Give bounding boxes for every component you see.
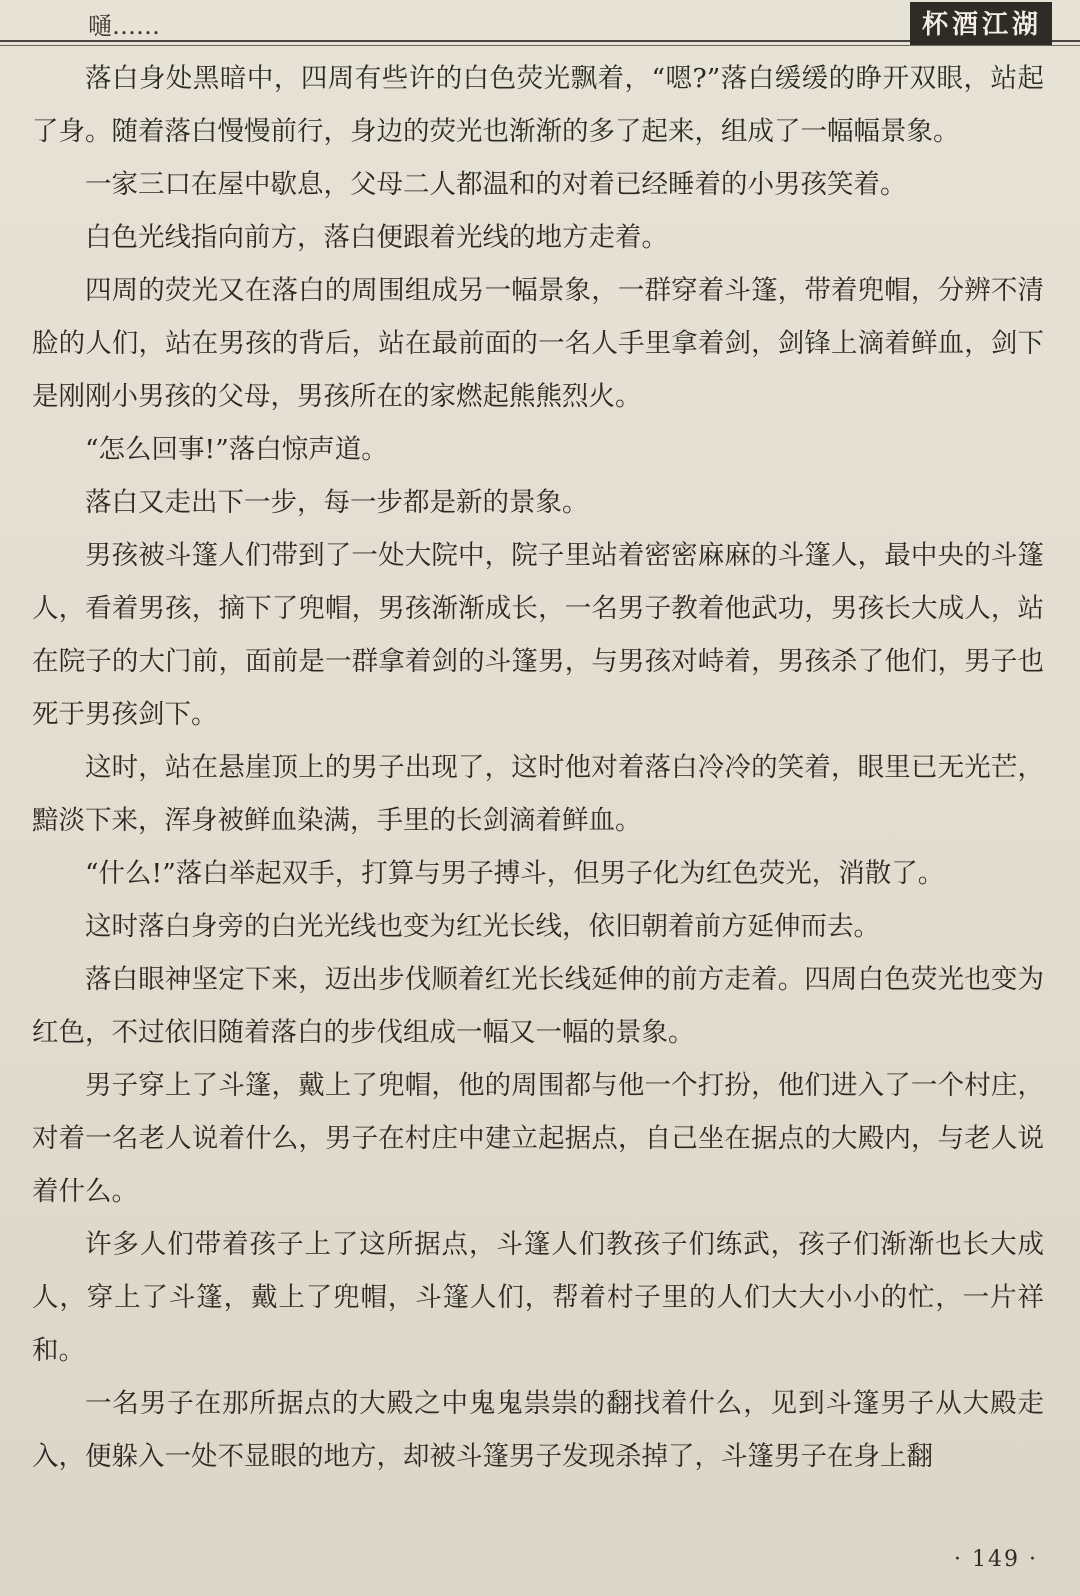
paragraph-10: 这时落白身旁的白光光线也变为红光长线，依旧朝着前方延伸而去。: [85, 911, 880, 942]
header-rule-thin: [0, 45, 1080, 46]
paragraph-12: 男子穿上了斗篷，戴上了兜帽，他的周围都与他一个打扮，他们进入了一个村庄，对着一名老人说着什么，男子在村庄中建立起据点，自己坐在据点的大殿内，与老人说着什么。: [32, 1070, 1044, 1207]
paragraph-2: 一家三口在屋中歇息，父母二人都温和的对着已经睡着的小男孩笑着。: [85, 169, 907, 200]
body-text: [32, 52, 1044, 1483]
paragraph-11: 落白眼神坚定下来，迈出步伐顺着红光长线延伸的前方走着。四周白色荧光也变为红色，不过依旧随着落白的步伐组成一幅又一幅的景象。: [32, 964, 1044, 1048]
paragraph-8: 这时，站在悬崖顶上的男子出现了，这时他对着落白冷冷的笑着，眼里已无光芒，黯淡下来，浑身被鲜血染满，手里的长剑滴着鲜血。: [32, 752, 1044, 836]
book-title: 杯酒江湖: [910, 2, 1052, 45]
page-number: · 149 ·: [954, 1547, 1038, 1572]
paragraph-7: 男孩被斗篷人们带到了一处大院中，院子里站着密密麻麻的斗篷人，最中央的斗篷人，看着男孩，摘下了兜帽，男孩渐渐成长，一名男子教着他武功，男孩长大成人，站在院子的大门前，面前是一群拿着剑的斗篷男，与男孩对峙着，男孩杀了他们，男子也死于男孩剑下。: [32, 540, 1044, 730]
paragraph-4: 四周的荧光又在落白的周围组成另一幅景象，一群穿着斗篷，带着兜帽，分辨不清脸的人们，站在男孩的背后，站在最前面的一名人手里拿着剑，剑锋上滴着鲜血，剑下是刚刚小男孩的父母，男孩所在的家燃起熊熊烈火。: [32, 275, 1044, 412]
paragraph-6: 落白又走出下一步，每一步都是新的景象。: [85, 487, 589, 518]
paragraph-14: 一名男子在那所据点的大殿之中鬼鬼祟祟的翻找着什么，见到斗篷男子从大殿走入，便躲入一处不显眼的地方，却被斗篷男子发现杀掉了，斗篷男子在身上翻: [32, 1388, 1044, 1472]
paragraph-3: 白色光线指向前方，落白便跟着光线的地方走着。: [85, 222, 668, 253]
paragraph-13: 许多人们带着孩子上了这所据点，斗篷人们教孩子们练武，孩子们渐渐也长大成人，穿上了斗篷，戴上了兜帽，斗篷人们，帮着村子里的人们大大小小的忙，一片祥和。: [32, 1229, 1044, 1366]
top-text-fragment: 嗵……: [88, 12, 160, 40]
paragraph-9: “什么!”落白举起双手，打算与男子搏斗，但男子化为红色荧光，消散了。: [85, 858, 945, 889]
paragraph-1: 落白身处黑暗中，四周有些许的白色荧光飘着，“嗯?”落白缓缓的睁开双眼，站起了身。随着落白慢慢前行，身边的荧光也渐渐的多了起来，组成了一幅幅景象。: [32, 63, 1044, 147]
paragraph-5: “怎么回事!”落白惊声道。: [85, 434, 388, 465]
